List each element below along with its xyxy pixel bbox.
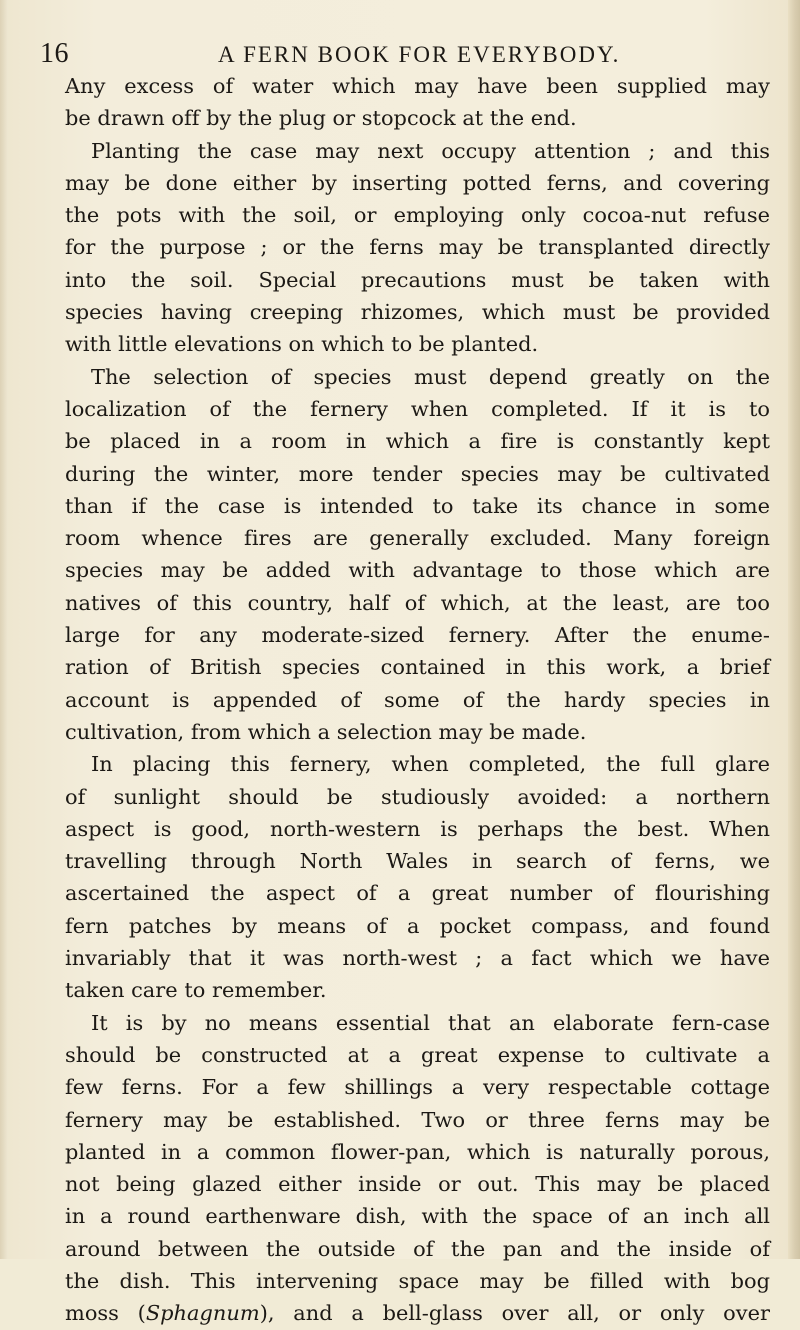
text-line: than if the case is intended to take its chance in some: [65, 493, 770, 518]
text-line: account is appended of some of the hardy species in: [65, 687, 770, 712]
text-line: may be done either by inserting potted ferns, and covering: [65, 170, 770, 195]
text-line: ration of British species contained in this work, a brief: [65, 655, 770, 680]
text-line: It is by no means essential that an elaborate fern-case: [91, 1010, 770, 1035]
text-line: be drawn off by the plug or stopcock at the end.: [65, 106, 577, 131]
text-line: invariably that it was north-west ; a fact which we have: [65, 946, 770, 971]
text-line: taken care to remember.: [65, 978, 327, 1003]
page-gutter-shadow: [0, 0, 8, 1259]
page-edge-shadow: [788, 0, 800, 1259]
text-line: with little elevations on which to be planted.: [65, 332, 539, 357]
text-line: Planting the case may next occupy attention ; and this: [91, 138, 770, 163]
text-line: around between the outside of the pan and the inside of: [65, 1236, 770, 1261]
page-number: 16: [40, 38, 69, 69]
text-line: localization of the fernery when completed. If it is to: [65, 396, 770, 421]
text-line: aspect is good, north-western is perhaps the best. When: [65, 816, 770, 841]
text-line: large for any moderate-sized fernery. After the enume-: [65, 623, 770, 648]
text-line: natives of this country, half of which, at the least, are too: [65, 590, 770, 615]
body-text: [65, 70, 770, 1326]
text-line: fernery may be established. Two or three ferns may be: [65, 1107, 770, 1132]
text-line: should be constructed at a great expense to cultivate a: [65, 1042, 770, 1067]
text-line: few ferns. For a few shillings a very respectable cottage: [65, 1075, 770, 1100]
text-line: room whence fires are generally excluded. Many foreign: [65, 526, 770, 551]
text-line: species having creeping rhizomes, which must be provided: [65, 300, 770, 325]
text-line: The selection of species must depend greatly on the: [91, 364, 770, 389]
text-line: fern patches by means of a pocket compass, and found: [65, 913, 770, 938]
running-head: [40, 38, 760, 74]
text-line: into the soil. Special precautions must be taken with: [65, 267, 770, 292]
text-line: Any excess of water which may have been supplied may: [65, 74, 770, 98]
running-title: A FERN BOOK FOR EVERYBODY.: [218, 42, 621, 67]
text-line: species may be added with advantage to those which are: [65, 558, 770, 583]
text-line: the pots with the soil, or employing only cocoa-nut refuse: [65, 203, 770, 228]
text-line: travelling through North Wales in search of ferns, we: [65, 849, 770, 874]
text-line: cultivation, from which a selection may be made.: [65, 719, 587, 744]
text-line: planted in a common flower-pan, which is naturally porous,: [65, 1139, 770, 1164]
text-line: in a round earthenware dish, with the space of an inch all: [65, 1204, 770, 1229]
text-line: the dish. This intervening space may be filled with bog: [65, 1268, 770, 1293]
text-line: of sunlight should be studiously avoided: a northern: [65, 784, 770, 809]
text-fragment: ), and a bell-glass over all, or only over: [259, 1301, 770, 1326]
text-line-with-italic-term: [65, 1297, 770, 1329]
text-line: during the winter, more tender species may be cultivated: [65, 461, 770, 486]
text-line: be placed in a room in which a fire is constantly kept: [65, 429, 770, 454]
text-line: ascertained the aspect of a great number of flourishing: [65, 881, 770, 906]
text-line: In placing this fernery, when completed, the full glare: [91, 752, 770, 777]
text-fragment: moss (: [65, 1301, 146, 1326]
text-line: for the purpose ; or the ferns may be transplanted directly: [65, 235, 770, 260]
italic-species-name: Sphagnum: [145, 1301, 260, 1326]
text-line: not being glazed either inside or out. This may be placed: [65, 1172, 770, 1197]
